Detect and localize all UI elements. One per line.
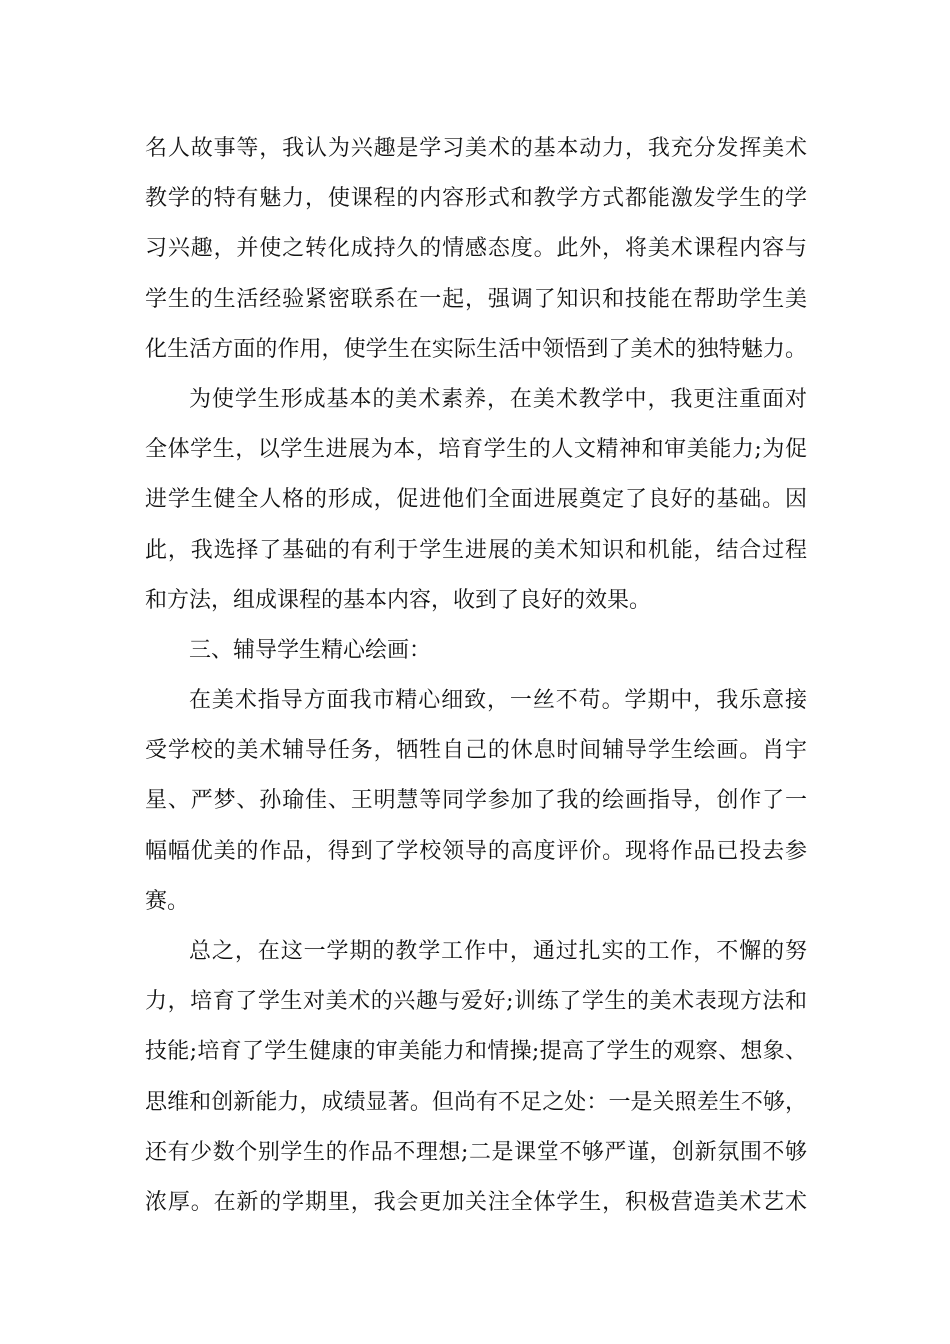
text-line: 习兴趣，并使之转化成持久的情感态度。此外，将美术课程内容与 [145, 236, 807, 262]
text-line: 赛。 [145, 888, 190, 914]
text-line: 受学校的美术辅导任务，牺牲自己的休息时间辅导学生绘画。肖宇 [145, 738, 807, 764]
document-body [145, 124, 807, 1228]
text-line: 教学的特有魅力，使课程的内容形式和教学方式都能激发学生的学 [145, 186, 807, 212]
text-line: 还有少数个别学生的作品不理想;二是课堂不够严谨，创新氛围不够 [145, 1139, 807, 1165]
text-line: 全体学生，以学生进展为本，培育学生的人文精神和审美能力;为促 [145, 437, 807, 463]
text-line: 力，培育了学生对美术的兴趣与爱好;训练了学生的美术表现方法和 [145, 989, 807, 1015]
text-line: 学生的生活经验紧密联系在一起，强调了知识和技能在帮助学生美 [145, 286, 807, 312]
text-line: 幅幅优美的作品，得到了学校领导的高度评价。现将作品已投去参 [145, 838, 807, 864]
text-line: 总之，在这一学期的教学工作中，通过扎实的工作，不懈的努 [189, 939, 807, 964]
text-line: 和方法，组成课程的基本内容，收到了良好的效果。 [145, 587, 652, 613]
text-line: 为使学生形成基本的美术素养，在美术教学中，我更注重面对 [189, 386, 807, 412]
text-line: 此，我选择了基础的有利于学生进展的美术知识和机能，结合过程 [145, 537, 807, 563]
text-line: 在美术指导方面我市精心细致，一丝不苟。学期中，我乐意接 [189, 688, 807, 714]
text-line: 浓厚。在新的学期里，我会更加关注全体学生，积极营造美术艺术 [145, 1189, 807, 1215]
text-line: 化生活方面的作用，使学生在实际生活中领悟到了美术的独特魅力。 [145, 336, 807, 362]
text-line: 思维和创新能力，成绩显著。但尚有不足之处：一是关照差生不够， [145, 1089, 807, 1115]
section-heading: 三、辅导学生精心绘画： [189, 637, 432, 663]
text-line: 进学生健全人格的形成，促进他们全面进展奠定了良好的基础。因 [145, 487, 807, 513]
text-line: 技能;培育了学生健康的审美能力和情操;提高了学生的观察、想象、 [145, 1039, 807, 1065]
text-line: 星、严梦、孙瑜佳、王明慧等同学参加了我的绘画指导，创作了一 [145, 788, 807, 814]
text-line: 名人故事等，我认为兴趣是学习美术的基本动力，我充分发挥美术 [145, 136, 807, 161]
